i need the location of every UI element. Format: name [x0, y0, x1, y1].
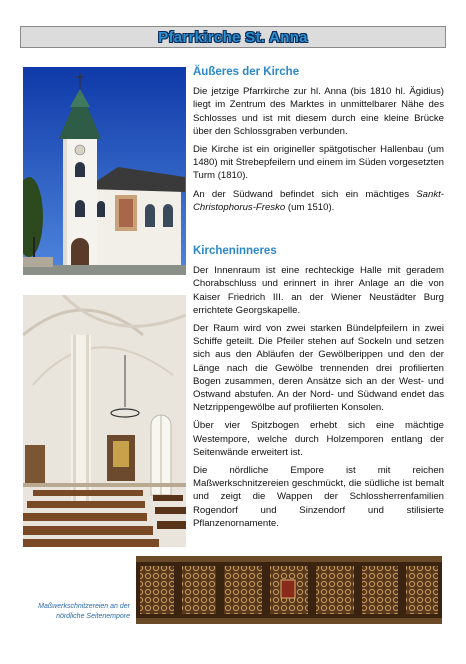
paragraph: Über vier Spitzbogen erhebt sich eine mächtige Westempore, welche durch Holzemporen entlang der Seitenwände erweitert ist.	[193, 420, 444, 458]
section-heading-interior: Kircheninneres	[193, 245, 277, 257]
fresco-name: Sankt-Christophorus-Fresko	[193, 188, 444, 213]
text-span: (um 1510).	[285, 201, 335, 213]
paragraph: Die Kirche ist ein origineller spätgotischer Hallenbau (um 1480) mit Strebepfeilern und einem im Süden vorgesetzten Turm (1810).	[193, 144, 444, 182]
paragraph: Der Innenraum ist eine rechteckige Halle mit geradem Chorabschluss und erinnert in ihrer Anlage an die von Kaiser Friedrich III. an der Wiener Neustädter Burg errichtete Georgskapelle.	[193, 265, 444, 316]
paragraph: Der Raum wird von zwei starken Bündelpfeilern in zwei Schiffe geteilt. Die Pfeiler stehen auf Sockeln und setzen sich aus den Abläufen der Gewölberippen und den der Länge nach die Gewölbe trennenden drei profilierten Bogen zusammen, deren Ansätze sich an der West- und Ostwand abstufen. An der Nord- und Südwand endet das Netzrippengewölbe auf profilierten Konsolen.	[193, 323, 444, 414]
text-span: An der Südwand befindet sich ein mächtiges	[193, 188, 417, 200]
section-interior	[193, 245, 444, 535]
church-exterior-photo	[23, 67, 186, 275]
tracery-carving-photo	[136, 556, 442, 624]
paragraph: Die jetzige Pfarrkirche zur hl. Anna (bis 1810 hl. Ägidius) liegt im Zentrum des Marktes in unmittelbarer Nähe des Schlosses und ist mit diesem durch eine kleine Brücke über den Schlossgraben verbunden.	[193, 86, 444, 137]
section-heading-exterior: Äußeres der Kirche	[193, 66, 300, 78]
paragraph	[193, 188, 444, 214]
church-interior-photo	[23, 295, 186, 547]
page-title: Pfarrkirche St. Anna	[158, 28, 308, 46]
section-exterior	[193, 66, 444, 219]
paragraph: Die nördliche Empore ist mit reichen Maßwerkschnitzereien geschmückt, die südliche ist bemalt und zeigt die Wappen der Schlossherrenfamilien Rogendorf und Sinzendorf und stilisierte Pflanzenornamente.	[193, 465, 444, 529]
page-title-box	[20, 26, 446, 48]
carving-caption: Maßwerkschnitzereien an der nördliche Seitenempore	[38, 603, 130, 620]
